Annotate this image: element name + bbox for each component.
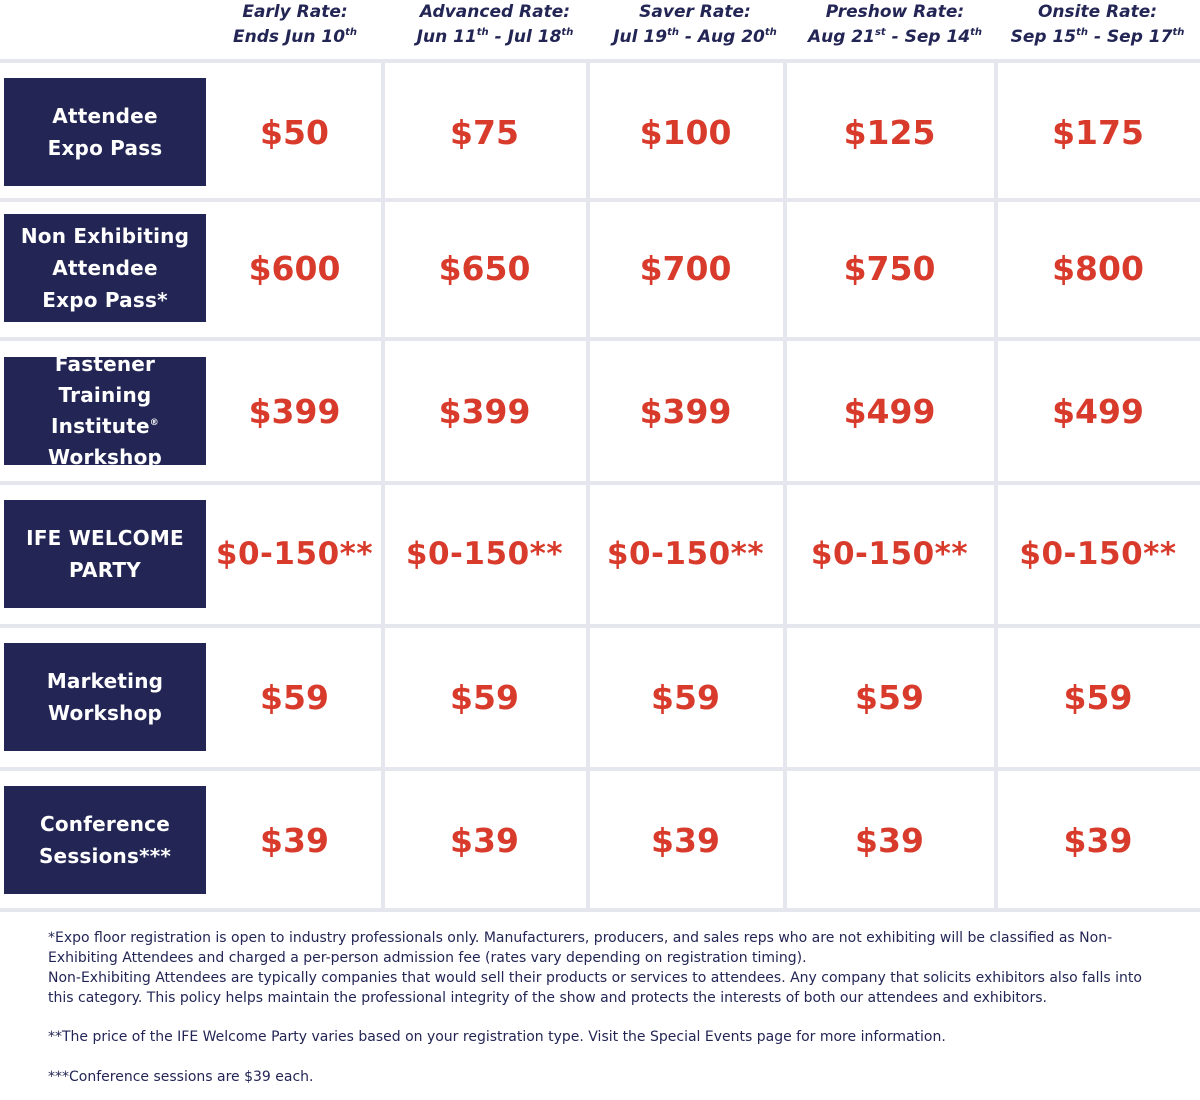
price-cell: $800 (1052, 248, 1144, 288)
column-header-saver (590, 0, 800, 50)
column-header-advanced (390, 0, 600, 50)
grid-line (0, 767, 1200, 771)
grid-line (994, 60, 998, 912)
price-cell: $59 (450, 677, 519, 717)
footnote-non-exhibiting: Non-Exhibiting Attendees are typically companies that would sell their products or services to attendees. Any company that solicits exhibitors also falls into this category. This policy helps maintain the professional integrity of the show and protects the interests of both our attendees and exhibitors. (48, 970, 1142, 1006)
price-cell: $125 (843, 112, 936, 152)
column-title: Onsite Rate: (1037, 2, 1158, 22)
grid-line (0, 481, 1200, 485)
grid-line (381, 60, 385, 912)
column-title: Advanced Rate: (419, 2, 571, 22)
row-label-non-exhibiting-attendee: Non Exhibiting Attendee Expo Pass* (4, 214, 206, 322)
column-dates: Ends Jun 10th (233, 27, 357, 47)
price-cell: $399 (438, 391, 531, 431)
column-dates: Aug 21st - Sep 14th (807, 27, 983, 47)
grid-line (586, 60, 590, 912)
price-cell: $59 (260, 677, 329, 717)
price-cell: $600 (248, 248, 341, 288)
price-cell: $39 (855, 820, 924, 860)
price-cell: $50 (260, 112, 329, 152)
price-cell: $39 (651, 820, 720, 860)
price-cell: $59 (651, 677, 720, 717)
column-title: Early Rate: (242, 2, 348, 22)
price-cell: $399 (639, 391, 732, 431)
price-cell: $100 (639, 112, 732, 152)
price-cell: $0-150** (606, 536, 765, 572)
row-label-fastener-training: Fastener Training Institute® Workshop (4, 357, 206, 465)
price-cell: $0-150** (215, 536, 374, 572)
price-cell: $59 (1063, 677, 1133, 717)
price-cell: $0-150** (1019, 536, 1177, 572)
column-title: Preshow Rate: (825, 2, 965, 22)
grid-line (0, 337, 1200, 341)
grid-line (783, 60, 787, 912)
grid-line (0, 59, 1200, 63)
row-label-attendee-expo-pass: Attendee Expo Pass (4, 78, 206, 186)
row-label-welcome-party: IFE WELCOME PARTY (4, 500, 206, 608)
footnote-welcome-party (48, 1027, 1168, 1047)
row-label-conference-sessions: Conference Sessions*** (4, 786, 206, 894)
column-header-preshow (790, 0, 1000, 50)
price-cell: $75 (450, 112, 519, 152)
price-cell: $399 (248, 391, 341, 431)
price-cell: $499 (843, 391, 936, 431)
price-cell: $39 (450, 820, 519, 860)
footnote-text: **The price of the IFE Welcome Party varies based on your registration type. Visit the Special Events page for more information. (48, 1029, 946, 1045)
price-cell: $59 (855, 677, 924, 717)
grid-line (0, 624, 1200, 628)
price-cell: $700 (639, 248, 732, 288)
price-cell: $39 (1063, 820, 1133, 860)
column-dates: Jun 11th - Jul 18th (416, 27, 574, 47)
footnote-expo: *Expo floor registration is open to industry professionals only. Manufacturers, producers, and sales reps who are not exhibiting will be classified as Non-Exhibiting Attendees and charged a per-person admission fee (rates vary depending on registration timing). (48, 930, 1113, 966)
column-title: Saver Rate: (639, 2, 751, 22)
grid-line (0, 908, 1200, 912)
column-dates: Jul 19th - Aug 20th (613, 27, 777, 47)
column-header-onsite (995, 0, 1200, 50)
footnote-text: ***Conference sessions are $39 each. (48, 1069, 314, 1085)
grid-line (0, 198, 1200, 202)
price-cell: $0-150** (810, 536, 969, 572)
price-cell: $499 (1052, 391, 1144, 431)
price-cell: $750 (843, 248, 936, 288)
footnotes (48, 928, 1168, 1008)
price-cell: $0-150** (405, 536, 564, 572)
footnote-conference (48, 1067, 1168, 1087)
price-cell: $650 (438, 248, 531, 288)
column-dates: Sep 15th - Sep 17th (1010, 27, 1185, 47)
price-cell: $39 (260, 820, 329, 860)
column-header-early (195, 0, 395, 50)
row-label-marketing-workshop: Marketing Workshop (4, 643, 206, 751)
price-cell: $175 (1052, 112, 1144, 152)
